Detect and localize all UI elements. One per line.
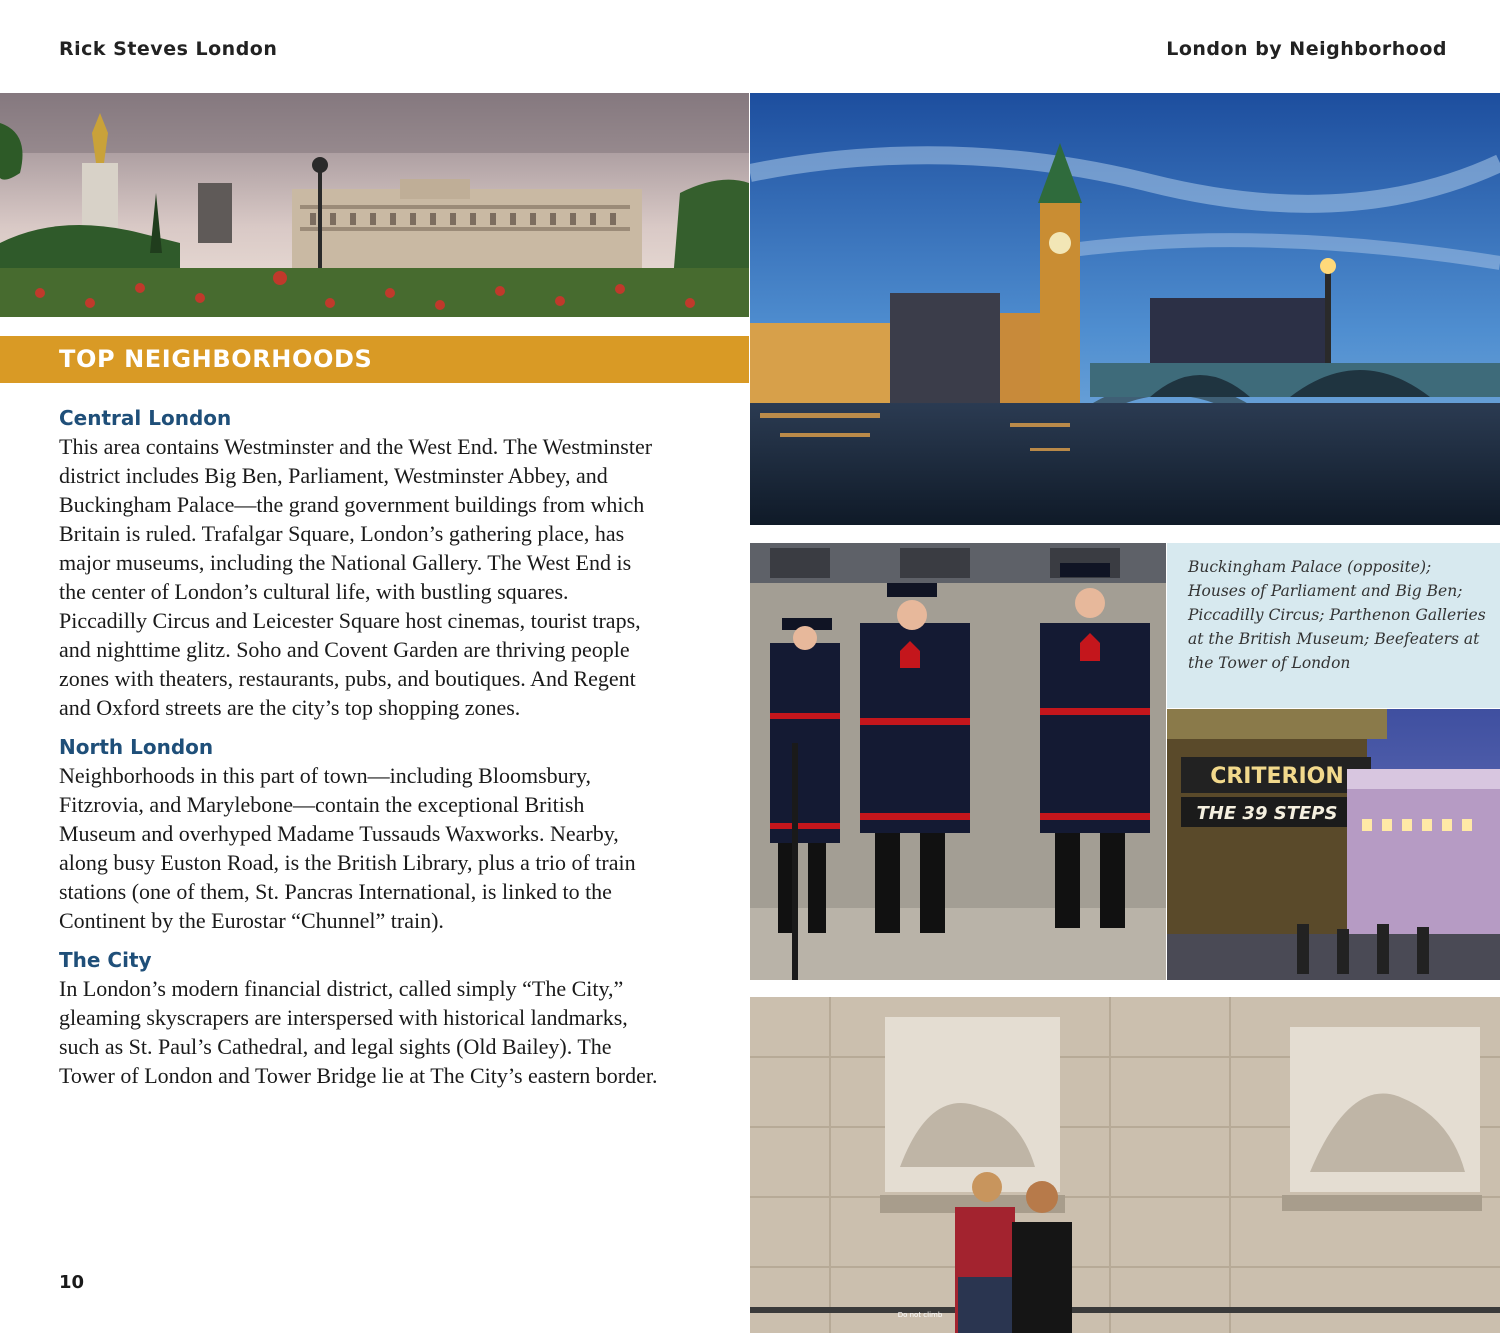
neighborhood-text-north: Neighborhoods in this part of town—including Bloomsbury, Fitzrovia, and Marylebone—contain the exceptional British Museum and overhyped Madame Tussauds Waxworks. Nearby, along busy Euston Road, is the British Library, plus a trio of train stations (one of them, St. Pancras International, is linked to the Continent by the Eurostar “Chunnel” train). — [59, 763, 636, 933]
parliament-big-ben-photo — [750, 93, 1500, 525]
running-head-book-title: Rick Steves London — [59, 38, 278, 60]
neighborhood-text-city: In London’s modern financial district, called simply “The City,” gleaming skyscrapers are interspersed with historical landmarks, such as St. Paul’s Cathedral, and legal sights (Old Bailey). The Tower of London and Tower Bridge lie at The City’s eastern border. — [59, 976, 658, 1088]
running-head-chapter-title: London by Neighborhood — [1166, 38, 1447, 60]
piccadilly-circus-photo — [1167, 709, 1500, 980]
neighborhood-heading-north: North London — [59, 735, 214, 759]
neighborhood-text-central: This area contains Westminster and the West End. The Westminster district includes Big Ben, Parliament, Westminster Abbey, and Buckingham Palace—the grand government buildings from which Britain is ruled. Trafalgar Square, London’s gathering place, has major museums, including the National Gallery. The West End is the center of London’s cultural life, with bustling squares. Piccadilly Circus and Leicester Square host cinemas, tourist traps, and nighttime glitz. Soho and Covent Garden are thriving people zones with theaters, restaurants, pubs, and boutiques. And Regent and Oxford streets are the city’s top shopping zones. — [59, 434, 653, 720]
neighborhood-heading-central: Central London — [59, 406, 232, 430]
neighborhood-text-column — [59, 404, 659, 1101]
show-sign: THE 39 STEPS — [1196, 803, 1338, 824]
museum-sign: Do not climb — [897, 1311, 943, 1319]
buckingham-palace-photo — [0, 93, 749, 317]
page-number: 10 — [59, 1272, 85, 1293]
photo-caption-box — [1167, 543, 1500, 708]
section-title: TOP NEIGHBORHOODS — [59, 345, 373, 373]
neighborhood-heading-city: The City — [59, 948, 152, 972]
theater-sign: CRITERION — [1210, 764, 1344, 789]
photo-caption: Buckingham Palace (opposite); Houses of Parliament and Big Ben; Piccadilly Circus; Parthenon Galleries at the British Museum; Beefeaters at the Tower of London — [1188, 558, 1486, 672]
section-banner — [0, 336, 749, 383]
beefeaters-photo — [750, 543, 1166, 980]
parthenon-gallery-photo — [750, 997, 1500, 1333]
